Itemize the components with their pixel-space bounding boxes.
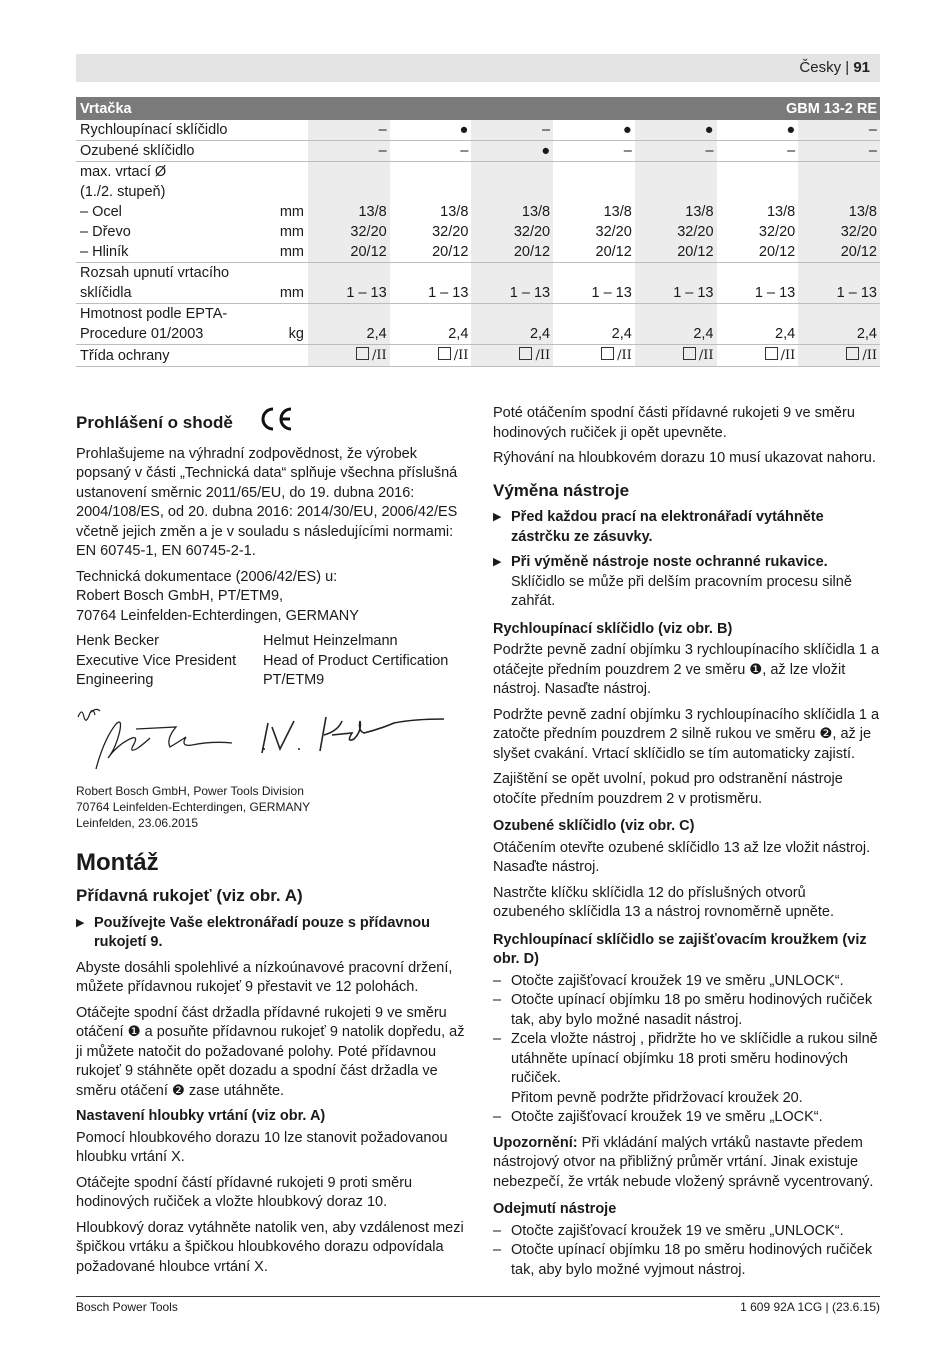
spec-row-unit xyxy=(235,120,308,141)
protection-class-icon xyxy=(846,347,859,360)
spec-cell xyxy=(798,162,880,203)
spec-row-label: Třída ochrany xyxy=(76,345,235,367)
protection-class-icon xyxy=(683,347,696,360)
depth-text-1: Pomocí hloubkového dorazu 10 lze stanovit požadovanou hloubku vrtání X. xyxy=(76,1129,448,1165)
protection-class-icon xyxy=(601,347,614,360)
company-info: Robert Bosch GmbH, Power Tools Division 70764 Leinfelden-Echterdingen, GERMANY Leinfelden, 23.06.2015 xyxy=(76,783,311,830)
spec-cell: /II xyxy=(635,345,717,367)
spec-row-label: max. vrtací Ø (1./2. stupeň) xyxy=(80,164,167,200)
quick-chuck-text-3: Zajištění se opět uvolní, pokud pro odstranění nástroje otočíte předním pouzdrem 2 v protisměru. xyxy=(493,771,843,807)
header-language: Česky xyxy=(799,59,842,76)
spec-cell xyxy=(553,162,635,203)
spec-cell: 2,4 xyxy=(308,304,390,345)
left-column xyxy=(76,406,466,1283)
ring-step-4: – Otočte zajišťovací kroužek 19 ve směru „LOCK“. xyxy=(493,1109,823,1125)
spec-cell: 13/8 32/20 20/12 xyxy=(553,202,635,263)
spec-table-model: GBM 13-2 RE xyxy=(308,97,880,120)
gear-chuck-text-1: Otáčením otevřte ozubené sklíčidlo 13 až lze vložit nástroj. Nasaďte nástroj. xyxy=(493,839,871,875)
depth-text-2: Otáčejte spodní částí přídavné rukojeti 9 proti směru hodinových ručiček a vložte hloubkový doraz 10. xyxy=(76,1174,413,1210)
handle-text-2: Otáčejte spodní část držadla přídavné rukojeti 9 ve směru otáčení ❶ a posuňte přídavnou rukojeť 9 natolik dopředu, až ji můžete natočit do požadované polohy. Poté přídavnou rukojeť 9 stáhněte opět dozadu a spodní část držadla ve směru otáčení ❷ zase utáhněte. xyxy=(76,1004,465,1099)
spec-row-unit xyxy=(235,141,308,162)
footer-brand: Bosch Power Tools xyxy=(76,1300,178,1314)
tool-change-title: Výměna nástroje xyxy=(493,480,630,500)
spec-cell: – xyxy=(308,120,390,141)
signatures-image xyxy=(76,699,466,779)
spec-cell: ● xyxy=(471,141,553,162)
depth-title: Nastavení hloubky vrtání (viz obr. A) xyxy=(76,1108,326,1124)
spec-table-row xyxy=(76,162,880,203)
arrow-icon: ▶ xyxy=(493,556,502,568)
spec-row-label: – Ocel – Dřevo – Hliník xyxy=(76,202,235,263)
tool-warning-1: ▶ Před každou prací na elektronářadí vytáhněte zástrčku ze zásuvky. xyxy=(493,509,824,545)
spec-cell xyxy=(717,162,799,203)
spec-cell: 1 – 13 xyxy=(390,263,472,304)
section-title-montaz: Montáž xyxy=(76,848,159,876)
arrow-icon: ▶ xyxy=(493,511,502,523)
spec-cell: 13/8 32/20 20/12 xyxy=(471,202,553,263)
declaration-text: Prohlašujeme na výhradní zodpovědnost, že výrobek popsaný v části „Technická data“ splňuje všechna příslušná ustanovení směrnic 2011/65/EU, do 19. dubna 2016: 2004/108/ES, od 20. dubna 2016: 2014/30/EU, 2006/42/ES včetně jejich změn a je v souladu s následujícími normami: EN 60745-1, EN 60745-2-1. xyxy=(76,445,458,559)
spec-cell: /II xyxy=(308,345,390,367)
spec-cell: 13/8 32/20 20/12 xyxy=(798,202,880,263)
declaration-title: Prohlášení o shodě xyxy=(76,406,466,437)
spec-cell: 2,4 xyxy=(798,304,880,345)
spec-cell: /II xyxy=(798,345,880,367)
ring-chuck-title: Rychloupínací sklíčidlo se zajišťovacím kroužkem (viz obr. D) xyxy=(493,931,867,967)
footer-code: 1 609 92A 1CG | (23.6.15) xyxy=(740,1300,880,1314)
spec-cell: 1 – 13 xyxy=(308,263,390,304)
spec-table-row xyxy=(76,141,880,162)
warning-note: Upozornění: Při vkládání malých vrtáků nastavte předem nástrojový otvor na přibližný průměr vrtání. Jinak existuje nebezpečí, že vrták nebude vložený správně vycentrovaný. xyxy=(493,1134,874,1190)
spec-row-unit xyxy=(235,345,308,367)
tool-warning-2: ▶ Při výměně nástroje noste ochranné rukavice. Sklíčidlo se může při delším pracovním procesu silně zahřát. xyxy=(493,554,852,609)
protection-class-icon xyxy=(519,347,532,360)
spec-row-label: Ozubené sklíčidlo xyxy=(76,141,235,162)
ring-step-2: – Otočte upínací objímku 18 po směru hodinových ručiček tak, aby bylo možné nasadit nástroj. xyxy=(493,992,873,1028)
spec-cell: 1 – 13 xyxy=(471,263,553,304)
spec-table xyxy=(76,97,880,367)
spec-cell: 13/8 32/20 20/12 xyxy=(717,202,799,263)
handle-title: Přídavná rukojeť (viz obr. A) xyxy=(76,886,303,905)
spec-cell: /II xyxy=(717,345,799,367)
quick-chuck-text-1: Podržte pevně zadní objímku 3 rychloupínacího sklíčidla 1 a otáčejte předním pouzdrem 2 ve směru ❶, až lze vložit nástroj. Nasaďte nástroj. xyxy=(493,642,880,697)
protection-class-icon xyxy=(356,347,369,360)
spec-cell: 2,4 xyxy=(717,304,799,345)
spec-row-unit: mm mm mm xyxy=(235,202,308,263)
spec-table-row xyxy=(76,120,880,141)
spec-table-row xyxy=(76,345,880,367)
spec-cell: – xyxy=(798,141,880,162)
spec-cell: 1 – 13 xyxy=(717,263,799,304)
spec-cell: 2,4 xyxy=(390,304,472,345)
spec-cell: 1 – 13 xyxy=(635,263,717,304)
spec-row-unit xyxy=(235,162,308,203)
remove-step-1: – Otočte zajišťovací kroužek 19 ve směru „UNLOCK“. xyxy=(493,1222,844,1239)
spec-cell xyxy=(635,162,717,203)
quick-chuck-text-2: Podržte pevně zadní objímku 3 rychloupínacího sklíčidla 1 a zatočte předním pouzdrem 2 silně rukou ve směru ❷, až je slyšet cvakání. Vrtací sklíčidlo se tím automaticky zajistí. xyxy=(493,706,880,762)
spec-cell xyxy=(390,162,472,203)
depth-text-3: Hloubkový doraz vytáhněte natolik ven, aby vzdálenost mezi špičkou vrtáku a špičkou hloubkového dorazu odpovídala požadované hloubce vrtání X. xyxy=(76,1219,464,1275)
spec-cell: 1 – 13 xyxy=(553,263,635,304)
spec-cell: 13/8 32/20 20/12 xyxy=(390,202,472,263)
handle-fix-text: Poté otáčením spodní části přídavné rukojeti 9 ve směru hodinových ručiček ji opět upevněte. xyxy=(493,405,855,441)
spec-cell: /II xyxy=(553,345,635,367)
handle-text-1: Abyste dosáhli spolehlivé a nízkoúnavové pracovní držení, můžete přídavnou rukojeť 9 přestavit ve 12 polohách. xyxy=(76,959,453,995)
spec-cell xyxy=(308,162,390,203)
spec-cell: ● xyxy=(390,120,472,141)
spec-cell: ● xyxy=(717,120,799,141)
protection-class-icon xyxy=(765,347,778,360)
gear-chuck-text-2: Nastrčte klíčku sklíčidla 12 do příslušných otvorů ozubeného sklíčidla 13 a nástroj rovnoměrně upněte. xyxy=(493,884,834,920)
spec-table-row xyxy=(76,263,880,304)
gear-chuck-title: Ozubené sklíčidlo (viz obr. C) xyxy=(493,818,695,834)
spec-table-header xyxy=(76,97,880,120)
spec-table-title: Vrtačka xyxy=(76,97,308,120)
ring-step-1: – Otočte zajišťovací kroužek 19 ve směru „UNLOCK“. xyxy=(493,972,844,989)
spec-cell: – xyxy=(471,120,553,141)
page-number: 91 xyxy=(853,59,870,76)
spec-cell: /II xyxy=(390,345,472,367)
handle-warning: ▶ Používejte Vaše elektronářadí pouze s přídavnou rukojetí 9. xyxy=(76,914,431,950)
spec-cell: 1 – 13 xyxy=(798,263,880,304)
ce-mark-icon xyxy=(258,406,294,437)
ring-step-3: – Zcela vložte nástroj , přidržte ho ve sklíčidle a rukou silně utáhněte upínací objímku 18 proti směru hodinových ručiček. Přitom pevně podržte přidržovací kroužek 20. xyxy=(493,1031,878,1106)
spec-row-unit: mm xyxy=(235,263,308,304)
spec-table-row xyxy=(76,304,880,345)
remove-step-2: – Otočte upínací objímku 18 po směru hodinových ručiček tak, aby bylo možné vyjmout nástroj. xyxy=(493,1242,873,1278)
spec-cell: – xyxy=(717,141,799,162)
spec-table-row xyxy=(76,202,880,263)
spec-cell xyxy=(471,162,553,203)
footer-rule xyxy=(76,1296,880,1297)
spec-cell: 2,4 xyxy=(471,304,553,345)
spec-cell: 13/8 32/20 20/12 xyxy=(635,202,717,263)
quick-chuck-title: Rychloupínací sklíčidlo (viz obr. B) xyxy=(493,620,733,637)
spec-row-unit: kg xyxy=(235,304,308,345)
spec-cell: – xyxy=(635,141,717,162)
spec-cell: 2,4 xyxy=(635,304,717,345)
depth-groove-text: Rýhování na hloubkovém dorazu 10 musí ukazovat nahoru. xyxy=(493,450,876,466)
spec-cell: – xyxy=(308,141,390,162)
spec-cell: – xyxy=(553,141,635,162)
remove-tool-title: Odejmutí nástroje xyxy=(493,1201,617,1217)
spec-row-label: Rozsah upnutí vrtacího sklíčidla xyxy=(76,263,235,304)
right-column xyxy=(493,404,881,1280)
arrow-icon: ▶ xyxy=(76,916,85,929)
signatories: Henk Becker Executive Vice President Engineering Helmut Heinzelmann Head of Product Certification PT/ETM9 xyxy=(76,633,449,688)
tech-doc: Technická dokumentace (2006/42/ES) u: Robert Bosch GmbH, PT/ETM9, 70764 Leinfelden-Echterdingen, GERMANY xyxy=(76,568,359,624)
protection-class-icon xyxy=(438,347,451,360)
spec-row-label: Rychloupínací sklíčidlo xyxy=(76,120,235,141)
spec-cell: 2,4 xyxy=(553,304,635,345)
spec-cell: 13/8 32/20 20/12 xyxy=(308,202,390,263)
spec-row-label: Hmotnost podle EPTA- Procedure 01/2003 xyxy=(76,304,235,345)
spec-cell: ● xyxy=(553,120,635,141)
spec-cell: /II xyxy=(471,345,553,367)
page-header: Česky | 91 xyxy=(76,54,880,82)
spec-cell: – xyxy=(798,120,880,141)
spec-cell: – xyxy=(390,141,472,162)
spec-cell: ● xyxy=(635,120,717,141)
